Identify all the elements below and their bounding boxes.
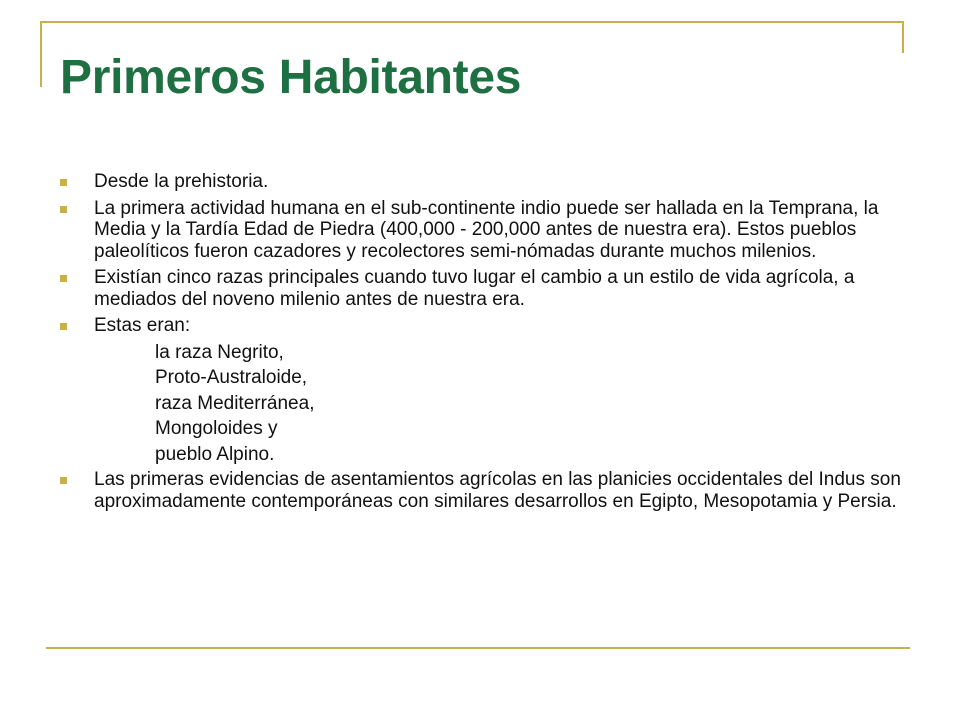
bullet-item (60, 315, 922, 337)
top-border-line (40, 21, 904, 23)
race-item: pueblo Alpino. (155, 443, 275, 465)
square-bullet-icon (60, 323, 67, 330)
slide-title: Primeros Habitantes (60, 51, 522, 104)
right-border-line (902, 21, 904, 53)
bullet-item (60, 267, 922, 310)
bullet-item (60, 469, 922, 512)
left-border-line (40, 21, 42, 87)
bullet-list (60, 171, 922, 517)
square-bullet-icon (60, 206, 67, 213)
square-bullet-icon (60, 275, 67, 282)
race-item: Mongoloides y (155, 418, 278, 439)
square-bullet-icon (60, 179, 67, 186)
bullet-text: Estas eran: (94, 315, 191, 336)
bullet-text: Desde la prehistoria. (94, 171, 269, 192)
race-item: la raza Negrito, (155, 341, 284, 363)
race-item: Proto-Australoide, (155, 367, 308, 388)
bullet-text: Las primeras evidencias de asentamientos agrícolas en las planicies occidentales del Indus son aproximadamente contemporáneas con similares desarrollos en Egipto, Mesopotamia y Persia. (94, 469, 901, 512)
square-bullet-icon (60, 477, 67, 484)
bullet-text: Existían cinco razas principales cuando tuvo lugar el cambio a un estilo de vida agrícola, a mediados del noveno milenio antes de nuestra era. (94, 267, 855, 310)
race-item: raza Mediterránea, (155, 392, 315, 414)
bullet-text: La primera actividad humana en el sub-continente indio puede ser hallada en la Temprana, la Media y la Tardía Edad de Piedra (400,000 - 200,000 antes de nuestra era). Estos pueblos paleolíticos fueron cazadores y recolectores semi-nómadas durante muchos milenios. (94, 197, 879, 262)
bullet-item (60, 171, 922, 193)
bottom-border-line (46, 647, 910, 649)
bullet-item (60, 198, 922, 263)
